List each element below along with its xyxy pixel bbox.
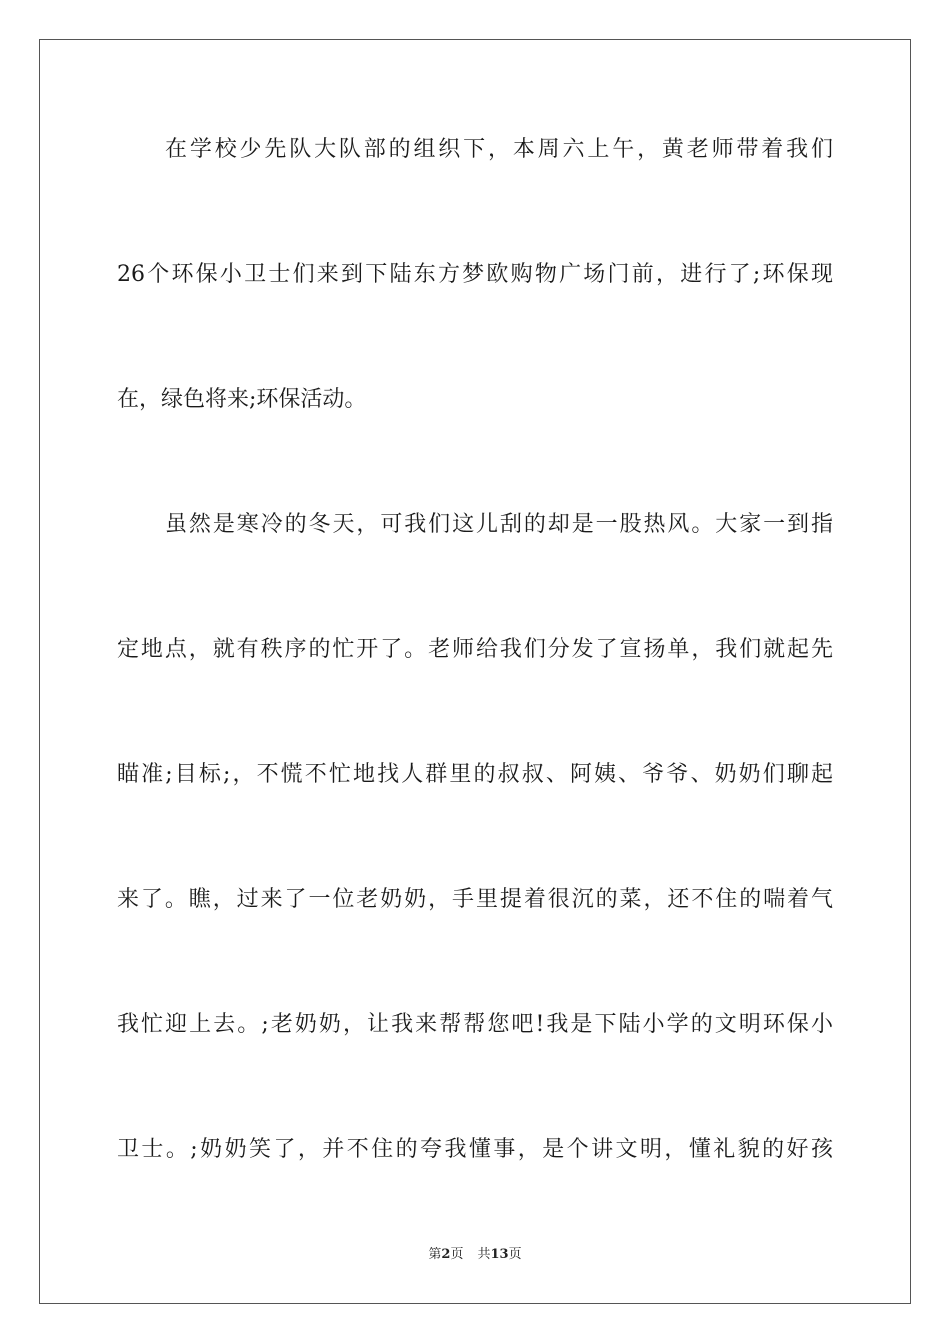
page-number: 2 <box>441 1247 451 1262</box>
page-suffix: 页 <box>450 1247 464 1262</box>
total-suffix: 页 <box>508 1247 522 1262</box>
text-line-8: 我忙迎上去。;老奶奶，让我来帮帮您吧!我是下陆小学的文明环保小 <box>117 1012 833 1037</box>
page-border <box>39 39 911 1304</box>
text-line-5: 定地点，就有秩序的忙开了。老师给我们分发了宣扬单，我们就起先 <box>117 637 833 662</box>
text-line-7: 来了。瞧，过来了一位老奶奶，手里提着很沉的菜，还不住的喘着气 <box>117 887 833 912</box>
page-prefix: 第 <box>428 1247 442 1262</box>
page-footer <box>0 1246 950 1264</box>
text-line-1: 在学校少先队大队部的组织下，本周六上午，黄老师带着我们 <box>165 137 833 162</box>
total-prefix: 共 <box>477 1247 491 1262</box>
total-pages: 13 <box>490 1247 509 1262</box>
text-line-2: 26个环保小卫士们来到下陆东方梦欧购物广场门前，进行了;环保现 <box>117 262 833 287</box>
text-line-9: 卫士。;奶奶笑了，并不住的夸我懂事，是个讲文明，懂礼貌的好孩 <box>117 1137 833 1162</box>
text-line-6: 瞄准;目标;，不慌不忙地找人群里的叔叔、阿姨、爷爷、奶奶们聊起 <box>117 762 833 787</box>
text-line-3: 在，绿色将来;环保活动。 <box>117 387 367 412</box>
text-line-4: 虽然是寒冷的冬天，可我们这儿刮的却是一股热风。大家一到指 <box>165 512 833 537</box>
